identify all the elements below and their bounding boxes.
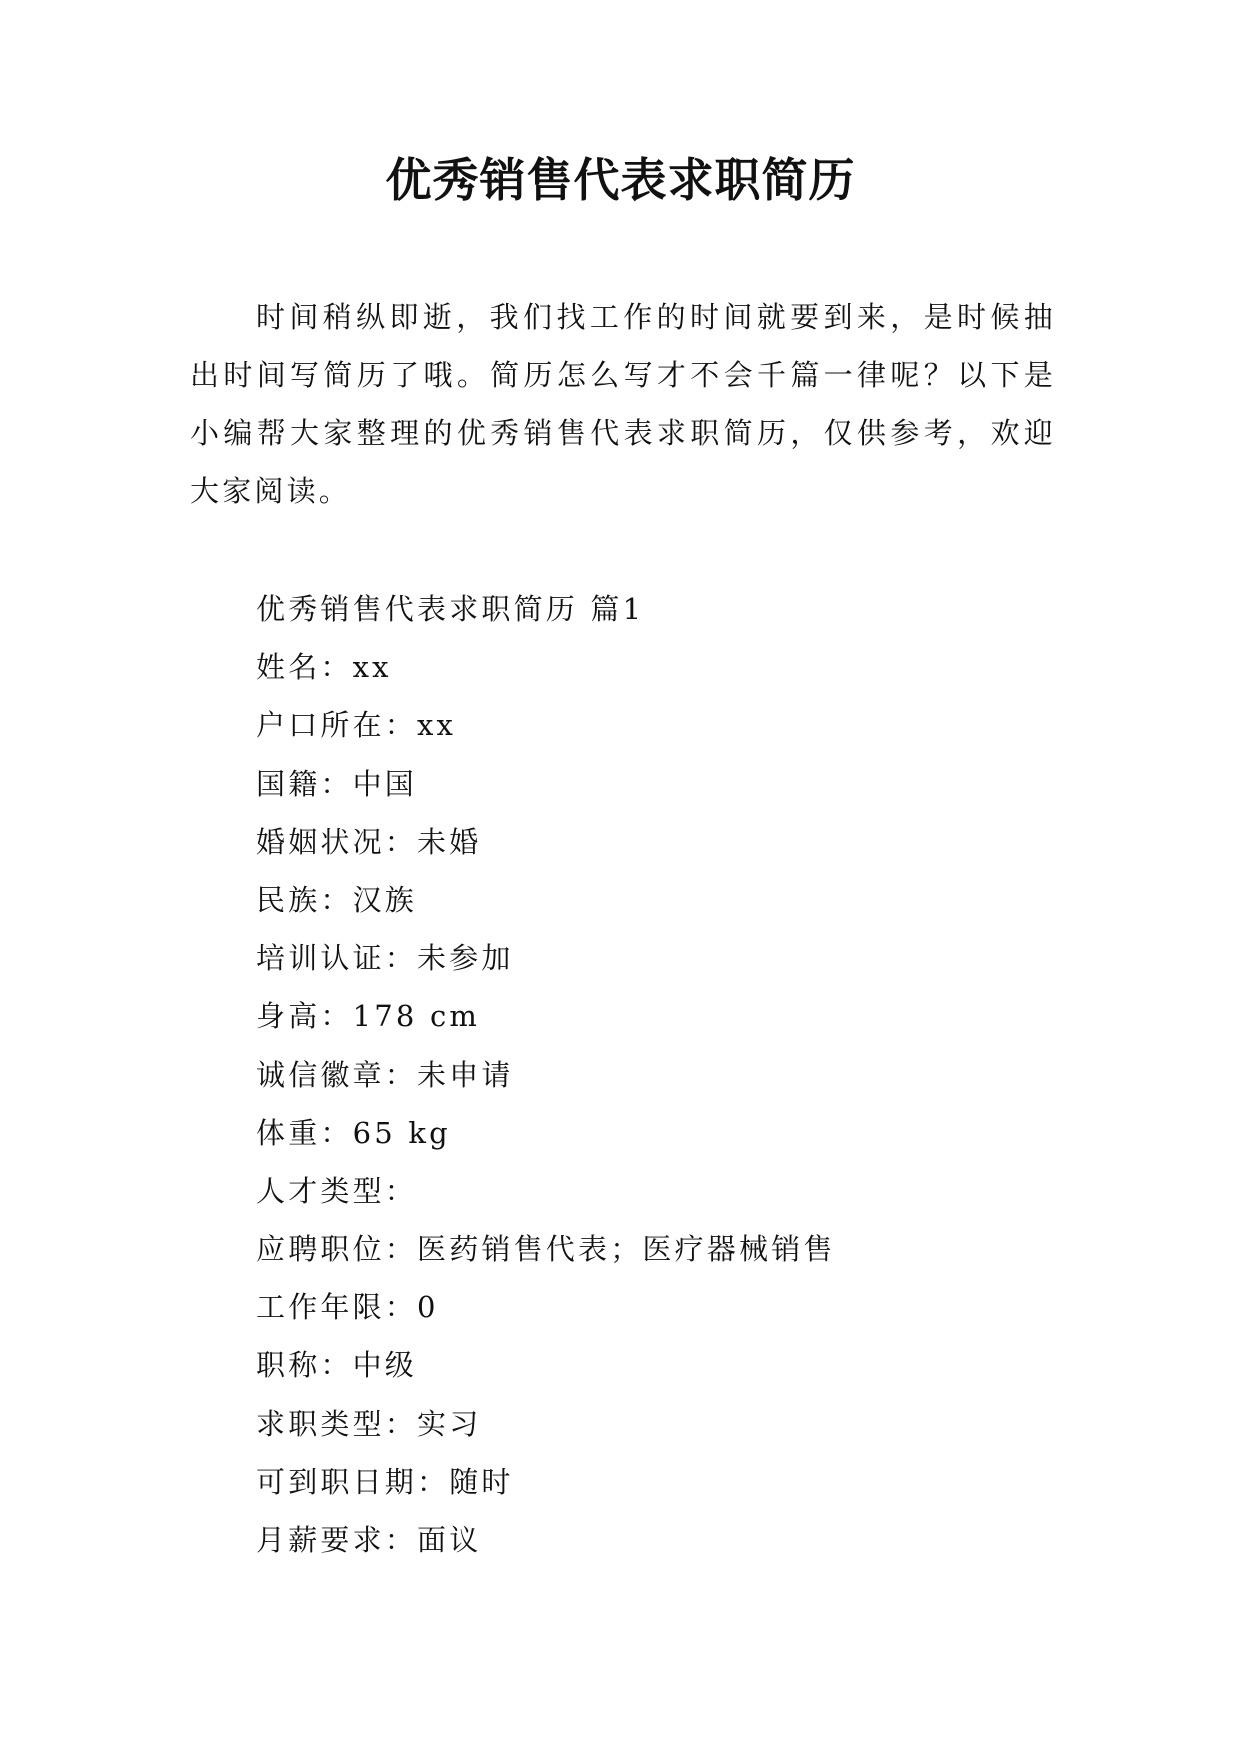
field-marital-status: 婚姻状况：未婚 — [256, 824, 482, 859]
field-available-date: 可到职日期：随时 — [256, 1464, 514, 1499]
resume-field-list — [256, 580, 1056, 1569]
section-heading: 优秀销售代表求职简历 篇1 — [256, 592, 645, 626]
field-household-registration: 户口所在：xx — [256, 708, 457, 743]
intro-paragraph: 时间稍纵即逝，我们找工作的时间就要到来，是时候抽出时间写简历了哦。简历怎么写才不会千篇一律呢？以下是小编帮大家整理的优秀销售代表求职简历，仅供参考，欢迎大家阅读。 — [190, 300, 1056, 508]
document-title: 优秀销售代表求职简历 — [385, 153, 856, 207]
field-name: 姓名：xx — [256, 650, 392, 685]
field-work-years: 工作年限：0 — [256, 1290, 439, 1325]
field-integrity-badge: 诚信徽章：未申请 — [256, 1057, 514, 1092]
field-job-type: 求职类型：实习 — [256, 1406, 482, 1441]
field-weight: 体重：65 kg — [256, 1115, 451, 1150]
field-applied-position: 应聘职位：医药销售代表；医疗器械销售 — [256, 1232, 836, 1267]
field-ethnicity: 民族：汉族 — [256, 882, 418, 917]
field-talent-type: 人才类型： — [256, 1173, 418, 1208]
field-height: 身高：178 cm — [256, 999, 481, 1034]
field-training-certification: 培训认证：未参加 — [256, 941, 514, 976]
field-professional-title: 职称：中级 — [256, 1348, 418, 1383]
field-nationality: 国籍：中国 — [256, 766, 418, 801]
field-salary-expectation: 月薪要求：面议 — [256, 1523, 482, 1557]
